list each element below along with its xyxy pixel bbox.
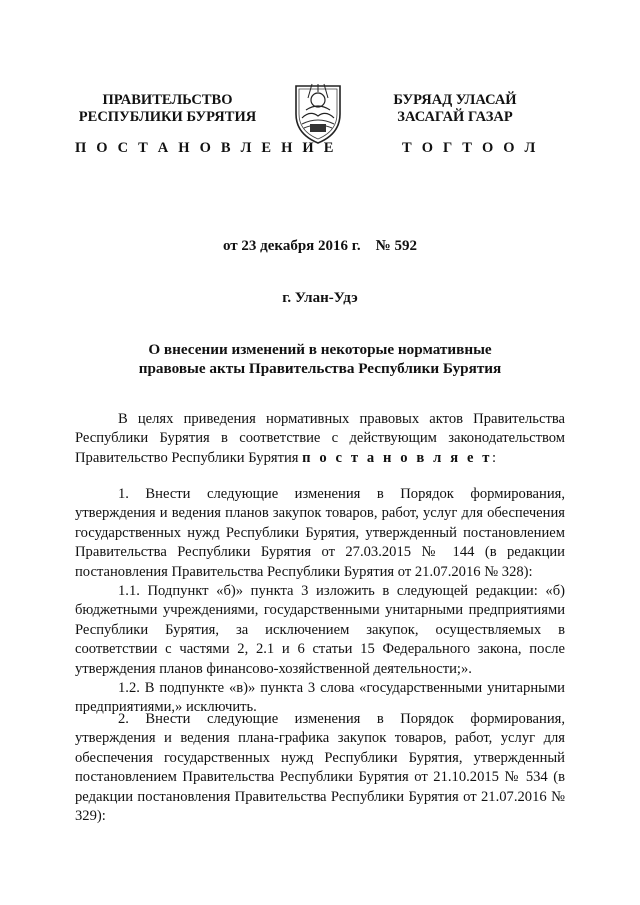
doc-type-right: Т О Г Т О О Л (402, 140, 539, 156)
paragraph-1-2: 1.2. В подпункте «в)» пункта 3 слова «государственными унитарными предприятиями,» исключить. (75, 680, 565, 716)
header-left (70, 92, 265, 126)
coat-of-arms-icon (288, 80, 348, 146)
header-left-line1: ПРАВИТЕЛЬСТВО (102, 92, 233, 108)
preamble (75, 410, 565, 468)
section-1 (75, 485, 565, 718)
date-number: от 23 декабря 2016 г. № 592 (223, 238, 417, 254)
preamble-text: В целях приведения нормативных правовых актов Правительства Республики Бурятия в соответствие с действующим законодательством Правительство Республики Бурятия (75, 411, 565, 466)
title-line2: правовые акты Правительства Республики Бурятия (138, 360, 502, 377)
header-right-line2: ЗАСАГАЙ ГАЗАР (397, 109, 513, 125)
paragraph-1-1: 1.1. Подпункт «б)» пункта 3 изложить в следующей редакции: «б) бюджетными учреждениями, государственными унитарными предприятиями Республики Бурятия, за исключением закупок, осуществляемых в соответствии с частями 2, 2.1 и 6 статьи 15 Федерального закона, после утверждения планов финансово-хозяйственной деятельности;». (75, 583, 565, 677)
doc-type-left: П О С Т А Н О В Л Е Н И Е (75, 140, 337, 156)
paragraph-1: 1. Внести следующие изменения в Порядок формирования, утверждения и ведения планов закупок товаров, работ, услуг для обеспечения государственных нужд Республики Бурятия, утвержденный постановлением Правительства Республики Бурятия от 27.03.2015 № 144 (в редакции постановления Правительства Республики Бурятия от 21.07.2016 № 328): (75, 486, 565, 580)
title-line1: О внесении изменений в некоторые нормативные (148, 341, 492, 358)
city: г. Улан-Удэ (282, 290, 358, 306)
header-left-line2: РЕСПУБЛИКИ БУРЯТИЯ (78, 109, 257, 125)
preamble-end: : (492, 449, 497, 466)
section-2 (75, 710, 565, 826)
paragraph-2: 2. Внести следующие изменения в Порядок формирования, утверждения и ведения плана-графика закупок товаров, работ, услуг для обеспечения государственных нужд Республики Бурятия, утвержденный постановлением Правительства Республики Бурятия от 21.10.2015 № 534 (в редакции постановления Правительства Республики Бурятия от 21.07.2016 № 329): (75, 711, 565, 825)
document-title (0, 340, 640, 378)
preamble-decree-word: п о с т а н о в л я е т (302, 449, 493, 466)
header-right-line1: БУРЯАД УЛАСАЙ (393, 92, 517, 108)
header-right (375, 92, 535, 126)
